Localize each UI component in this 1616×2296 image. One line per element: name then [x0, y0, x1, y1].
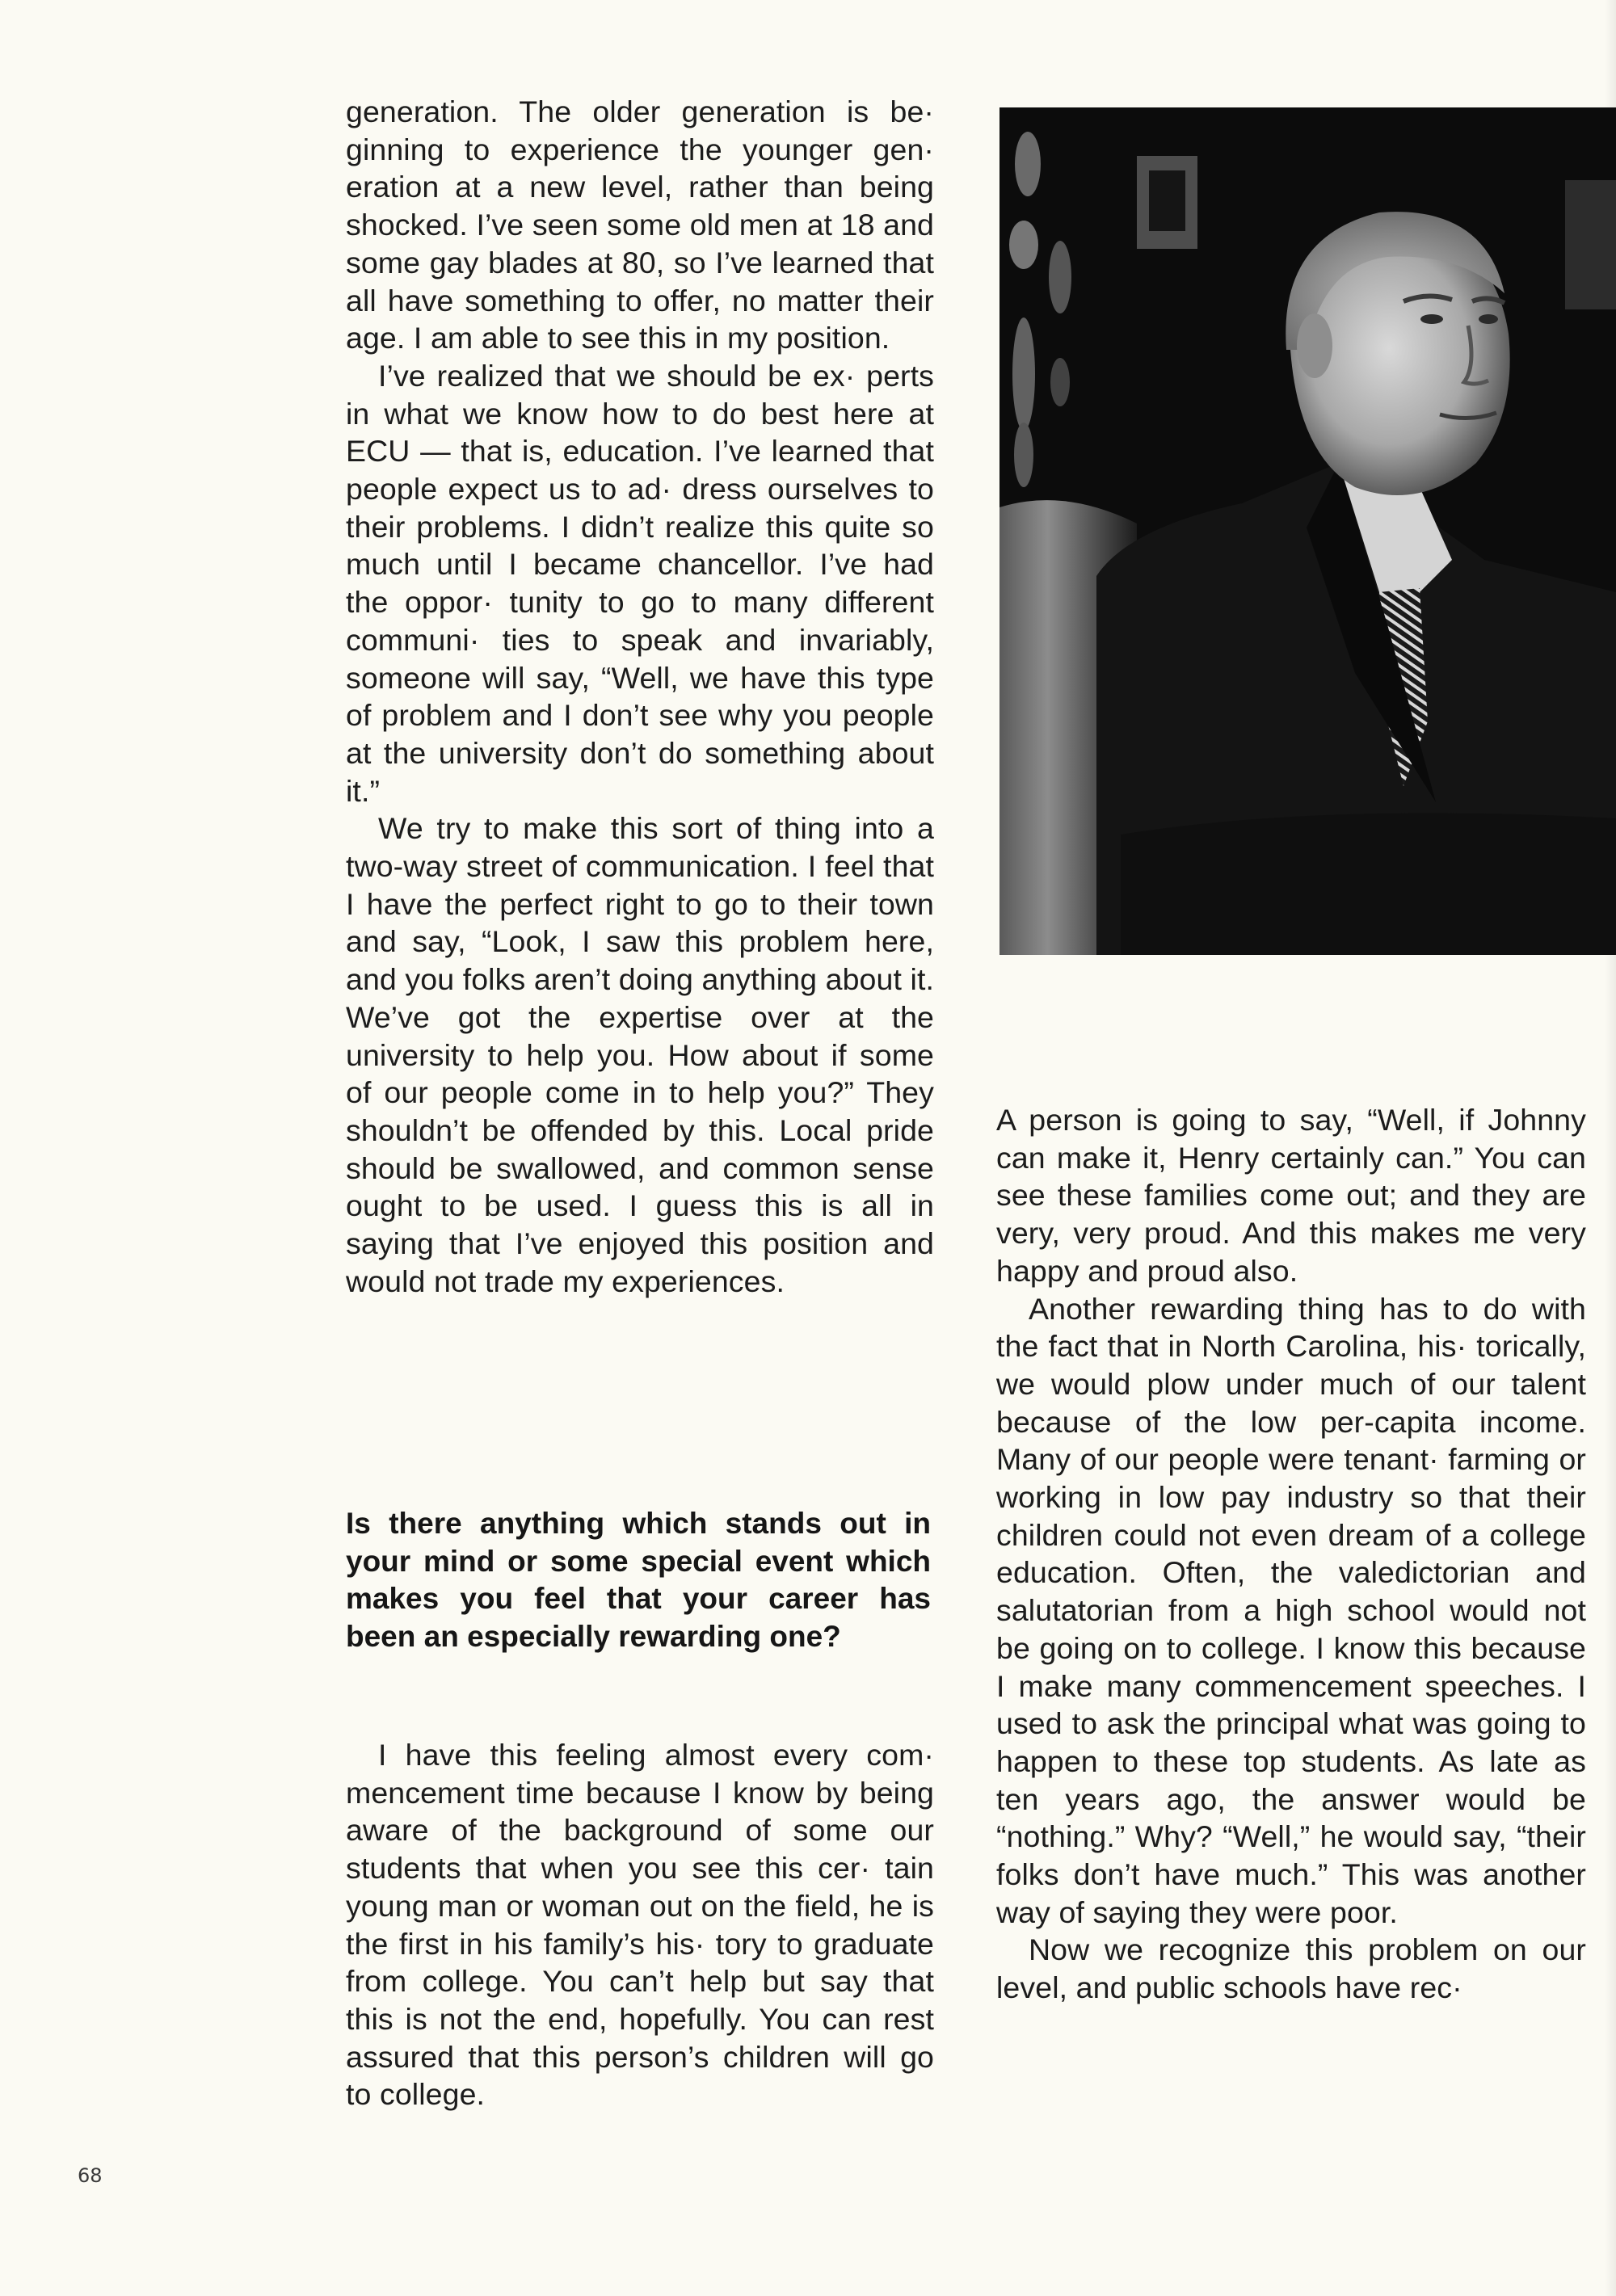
page-number: 68 [78, 2164, 103, 2187]
answer-paragraph: I have this feeling almost every com· mencement time because I know by being aware of the background of some our students that when you see this cer· tain young man or woman out on the field, he is the first in his family’s his· tory to graduate from college. You can’t help but say that this is not the end, hopefully. You can rest assured that this person’s children will go to college. [346, 1738, 934, 2112]
background-object [1565, 180, 1616, 309]
desk-arm [1121, 813, 1616, 955]
left-column [346, 93, 934, 1301]
paragraph-johnny-henry: A person is going to say, “Well, if Johnny can make it, Henry certainly can.” You can see these families come out; and they are very, very proud. And this makes me very happy and proud also. [996, 1103, 1586, 1288]
paragraph-recognize-problem: Now we recognize this problem on our level, and public schools have rec· [996, 1932, 1586, 2005]
paragraph-north-carolina: Another rewarding thing has to do with the fact that in North Carolina, his· torically, we would plow under much of our talent because of the low per-capita income. Many of our people were tenant· farming or working in low pay industry so that their children could not even dream of a college education. Often, the valedictorian and salutatorian from a high school would not be going on to college. I know this because I make many commencement speeches. I used to ask the principal what was going to happen to these top students. As late as ten years ago, the answer would be “nothing.” Why? “Well,” he would say, “their folks don’t have much.” This was another way of saying they were poor. [996, 1291, 1586, 1929]
paragraph-generation: generation. The older generation is be· ginning to experience the younger gen· eration at a new level, rather than being shocked. I’ve seen some old men at 18 and some gay blades at 80, so I’ve learned that all have something to offer, no matter their age. I am able to see this in my position. [346, 95, 934, 355]
interview-question: Is there anything which stands out in your mind or some special event which makes you feel that your career has been an especially rewarding one? [346, 1507, 931, 1654]
right-column [996, 1101, 1586, 2007]
portrait-illustration [999, 107, 1616, 955]
portrait-photo [999, 107, 1616, 955]
paragraph-experts: I’ve realized that we should be ex· perts in what we know how to do best here at ECU — that is, education. I’ve learned that people expect us to ad· dress ourselves to their problems. I didn’t realize this quite so much until I became chancellor. I’ve had the oppor· tunity to go to many different communi· ties to speak and invariably, someone will say, “Well, we have this type of problem and I don’t see why you people at the university don’t do something about it.” [346, 358, 934, 808]
answer-block [346, 1736, 934, 2113]
wall-frame [1137, 156, 1197, 249]
ear [1297, 313, 1332, 378]
paragraph-two-way-street: We try to make this sort of thing into a two-way street of communication. I feel that I have the perfect right to go to their town and say, “Look, I saw this problem here, and you folks aren’t doing anything about it. We’ve got the expertise over at the university to help you. How about if some of our people come in to help you?” They shouldn’t be offended by this. Local pride should be swallowed, and common sense ought to be used. I guess this is all in saying that I’ve enjoyed this position and would not trade my experiences. [346, 811, 934, 1298]
